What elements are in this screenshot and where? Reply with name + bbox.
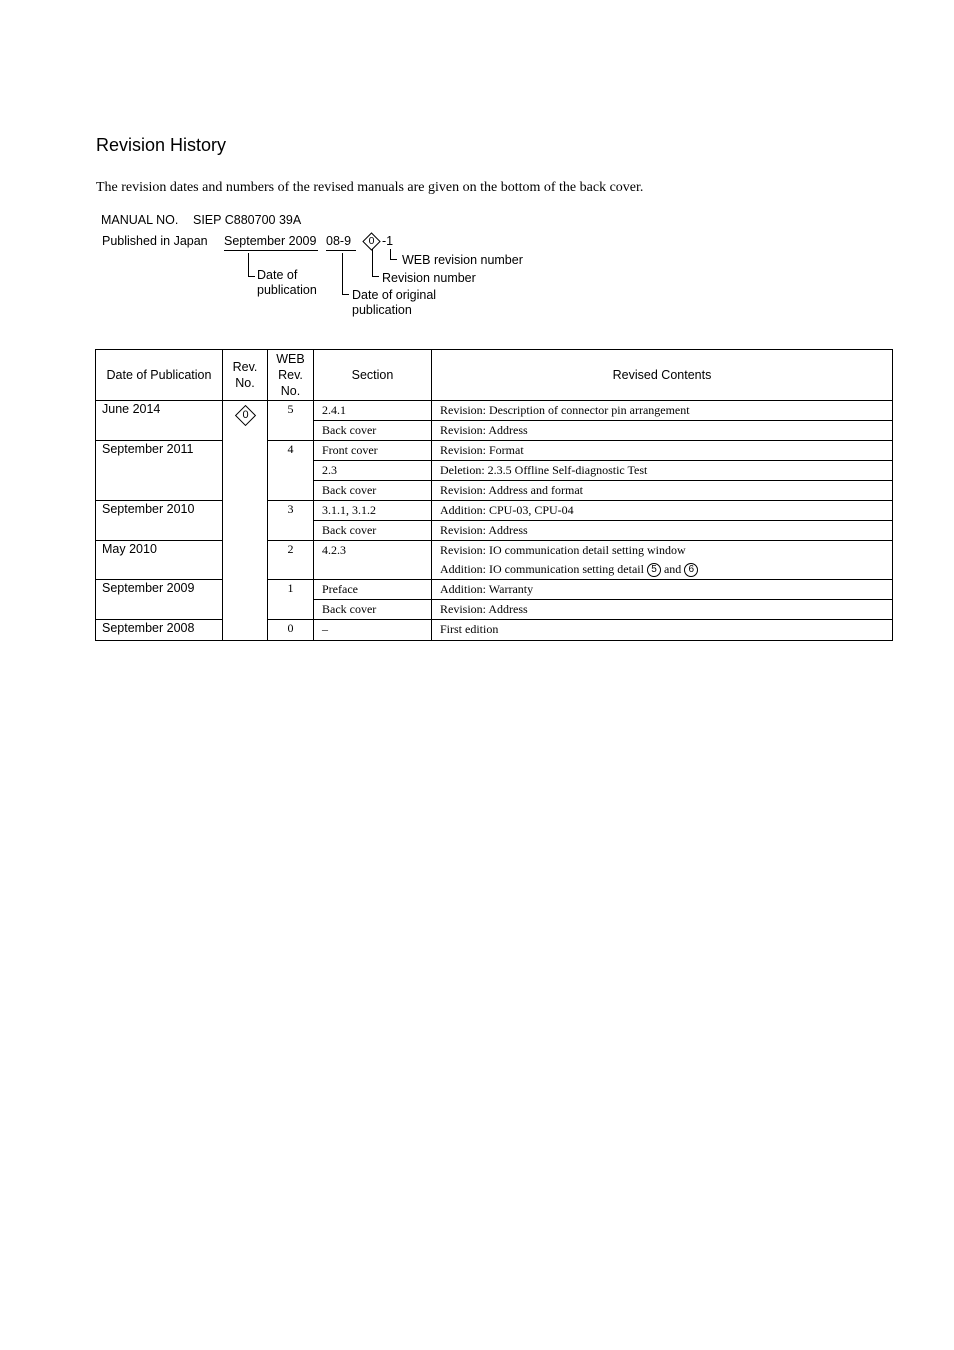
header-section: Section [314, 350, 432, 401]
page-title: Revision History [96, 135, 227, 155]
section-cell: Back cover [314, 421, 432, 441]
web-revision-label: WEB revision number [402, 253, 523, 267]
contents-cell: First edition [432, 620, 893, 641]
section-cell: 3.1.1, 3.1.2 [314, 501, 432, 521]
publication-date: September 2011 [96, 441, 223, 501]
table-row [96, 441, 893, 461]
web-rev-no: 0 [268, 620, 314, 641]
intro-text: The revision dates and numbers of the revised manuals are given on the bottom of the back cover. [96, 180, 644, 195]
date-pub-label-1: Date of [257, 268, 298, 282]
legend-date: September 2009 [224, 234, 317, 248]
circled-number: 6 [684, 563, 698, 577]
section-cell: 2.4.1 [314, 401, 432, 421]
section-cell: Back cover [314, 600, 432, 620]
contents-cell: Deletion: 2.3.5 Offline Self-diagnostic Test [432, 461, 893, 481]
section-cell: Back cover [314, 521, 432, 541]
contents-cell: Revision: Address [432, 421, 893, 441]
contents-cell: Revision: IO communication detail setting window [432, 541, 893, 561]
contents-cell: Revision: Format [432, 441, 893, 461]
revision-number-label: Revision number [382, 271, 476, 285]
contents-cell: Revision: Address and format [432, 481, 893, 501]
table-header-row [96, 350, 893, 401]
rev-no-cell [223, 401, 268, 641]
section-cell: Preface [314, 580, 432, 600]
contents-cell: Revision: Description of connector pin arrangement [432, 401, 893, 421]
date-pub-label-2: publication [257, 283, 317, 297]
orig-pub-label-1: Date of original [352, 288, 437, 302]
table-row [96, 501, 893, 521]
published-label: Published in Japan [102, 234, 208, 248]
section-cell: Back cover [314, 481, 432, 501]
header-rev: Rev. No. [223, 350, 268, 401]
table-row [96, 401, 893, 421]
web-rev-no: 1 [268, 580, 314, 620]
contents-cell: Revision: Address [432, 600, 893, 620]
section-cell: – [314, 620, 432, 641]
legend-code: 08-9 [326, 234, 352, 248]
section-cell: 4.2.3 [314, 541, 432, 580]
manual-number-legend [0, 0, 954, 340]
revision-diamond-icon [234, 405, 255, 426]
table-row [96, 541, 893, 561]
manual-no-label: MANUAL NO. [101, 213, 179, 227]
rev-symbol: 0 [241, 409, 249, 421]
publication-date: June 2014 [96, 401, 223, 441]
web-rev-no: 3 [268, 501, 314, 541]
circled-number: 5 [647, 563, 661, 577]
revision-history-table [95, 349, 893, 641]
publication-date: May 2010 [96, 541, 223, 580]
header-contents: Revised Contents [432, 350, 893, 401]
orig-pub-label-2: publication [352, 303, 412, 317]
contents-cell: Addition: Warranty [432, 580, 893, 600]
header-date: Date of Publication [96, 350, 223, 401]
manual-no-value: SIEP C880700 39A [193, 213, 302, 227]
section-cell: 2.3 [314, 461, 432, 481]
web-rev-no: 2 [268, 541, 314, 580]
legend-web-suffix: -1 [382, 234, 394, 248]
web-rev-no: 5 [268, 401, 314, 441]
publication-date: September 2009 [96, 580, 223, 620]
legend-rev-symbol: 0 [368, 235, 375, 247]
publication-date: September 2010 [96, 501, 223, 541]
header-web-rev: WEB Rev. No. [268, 350, 314, 401]
contents-cell: Addition: IO communication setting detail 5 and 6 [432, 560, 893, 580]
publication-date: September 2008 [96, 620, 223, 641]
contents-cell: Revision: Address [432, 521, 893, 541]
table-row [96, 580, 893, 600]
contents-cell: Addition: CPU-03, CPU-04 [432, 501, 893, 521]
section-cell: Front cover [314, 441, 432, 461]
web-rev-no: 4 [268, 441, 314, 501]
table-row [96, 620, 893, 641]
